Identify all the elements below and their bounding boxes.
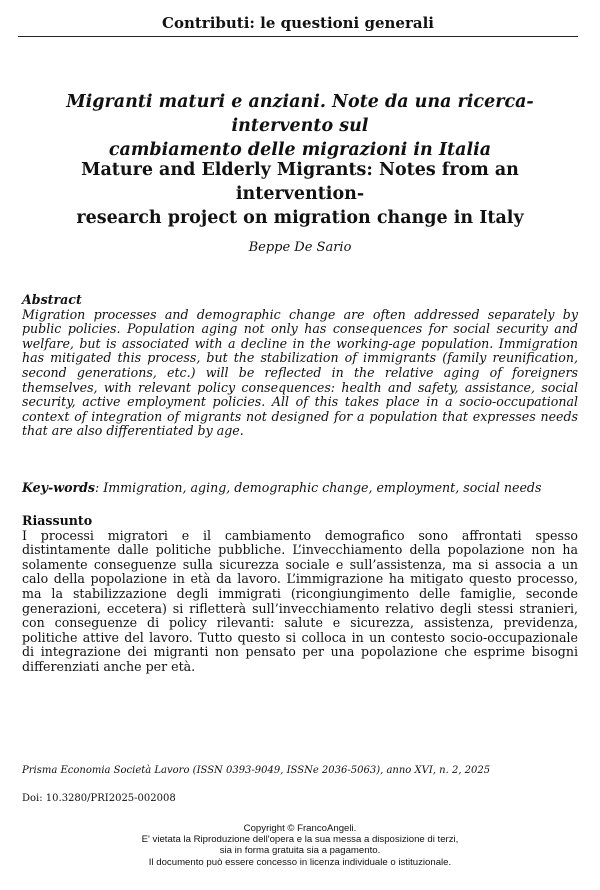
english-title-line-2: research project on migration change in Italy <box>76 208 524 228</box>
copyright-line-1: Copyright © FrancoAngeli. <box>243 823 357 834</box>
section-header: Contributi: le questioni generali <box>18 14 578 37</box>
riassunto-text: I processi migratori e il cambiamento demografico sono affrontati spesso distintamente dalle politiche pubbliche. L’invecchiamento della popolazione non ha solamente conseguenze sulla sicurezza sociale e sull’assistenza, ma si associa a un calo della popolazione in età da lavoro. L’immigrazione ha mitigato questo processo, ma la stabilizzazione degli immigrati (ricongiungimento delle famiglie, seconde generazioni, eccetera) si rifletterà sull’invecchiamento relativo degli stessi stranieri, con conseguenze di policy rilevanti: salute e sicurezza, assistenza, previdenza, politiche attive del lavoro. Tutto questo si colloca in un contesto socio-occupazionale di integrazione dei migranti non pensato per una popolazione che esprime bisogni differenziati anche per età. <box>22 527 578 674</box>
copyright-line-3: sia in forma gratuita sia a pagamento. <box>219 845 381 857</box>
author-name: Beppe De Sario <box>248 240 352 255</box>
doi: Doi: 10.3280/PRI2025-002008 <box>22 793 176 804</box>
english-title <box>20 158 580 230</box>
italian-title <box>20 90 580 162</box>
english-title-line-1: Mature and Elderly Migrants: Notes from an intervention- <box>81 160 519 204</box>
italian-title-line-2: cambiamento delle migrazioni in Italia <box>108 140 492 160</box>
italian-title-line-1: Migranti maturi e anziani. Note da una ricerca-intervento sul <box>66 92 534 136</box>
copyright-notice <box>20 823 580 868</box>
abstract-section <box>22 293 578 439</box>
copyright-line-2: E' vietata la Riproduzione dell'opera e la sua messa a disposizione di terzi, <box>141 834 459 846</box>
journal-citation: Prisma Economia Società Lavoro (ISSN 0393-9049, ISSNe 2036-5063), anno XVI, n. 2, 2025 <box>22 765 491 776</box>
riassunto-label: Riassunto <box>22 513 93 528</box>
keywords-section <box>22 481 578 496</box>
abstract-label: Abstract <box>22 292 82 307</box>
keywords-text: : Immigration, aging, demographic change, employment, social needs <box>95 480 542 495</box>
copyright-line-4: Il documento può essere concesso in licenza individuale o istituzionale. <box>148 856 452 868</box>
keywords-label: Key-words <box>22 480 95 495</box>
riassunto-section <box>22 514 578 675</box>
abstract-text: Migration processes and demographic change are often addressed separately by public policies. Population aging not only has consequences for social security and welfare, but is associated with a decline in the working-age population. Immigration has mitigated this process, but the stabilization of immigrants (family reunification, second generations, etc.) will be reflected in the relative aging of foreigners themselves, with relevant policy consequences: health and safety, assistance, social security, active employment policies. All of this takes place in a socio-occupational context of integration of migrants not designed for a population that expresses needs that are also differentiated by age. <box>22 306 578 439</box>
